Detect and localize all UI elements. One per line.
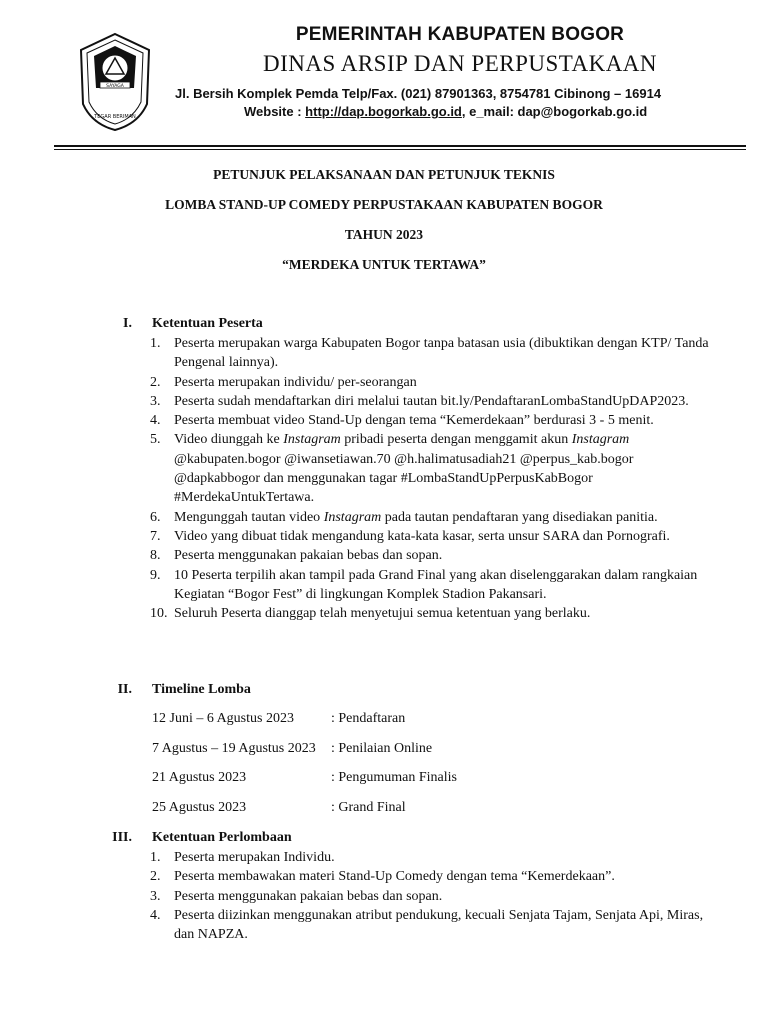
doc-title-1: PETUNJUK PELAKSANAAN DAN PETUNJUK TEKNIS bbox=[213, 167, 555, 182]
logo-motto-text: TEGAR BERIMAN bbox=[94, 114, 136, 120]
bogor-regency-emblem bbox=[78, 32, 152, 132]
header-agency: DINAS ARSIP DAN PERPUSTAKAAN bbox=[262, 51, 658, 76]
logo-banner-text: SAYAGA bbox=[106, 84, 124, 89]
list-item: 7. Video yang dibuat tidak mengandung kata-kata kasar, serta unsur SARA dan Pornografi. bbox=[150, 528, 670, 544]
header-address: Jl. Bersih Komplek Pemda Telp/Fax. (021) 87901363, 8754781 Cibinong – 16914 bbox=[175, 86, 662, 101]
timeline-row: 21 Agustus 2023 : Pengumuman Finalis bbox=[152, 770, 457, 785]
timeline-row: 12 Juni – 6 Agustus 2023 : Pendaftaran bbox=[152, 711, 406, 726]
list-item: 8. Peserta menggunakan pakaian bebas dan sopan. bbox=[150, 548, 443, 564]
letterhead-rule-thick bbox=[54, 145, 746, 147]
section-3-title: Ketentuan Perlombaan bbox=[152, 830, 292, 845]
header-government: PEMERINTAH KABUPATEN BOGOR bbox=[295, 24, 625, 45]
section-1-list bbox=[150, 334, 710, 623]
section-3-number: III. bbox=[112, 830, 132, 845]
list-item: 3. Peserta menggunakan pakaian bebas dan sopan. bbox=[150, 888, 443, 904]
email-text: , e_mail: dap@bogorkab.go.id bbox=[461, 104, 648, 119]
header-website-line bbox=[244, 104, 647, 119]
list-item: 6. Mengunggah tautan video Instagram pada tautan pendaftaran yang disediakan panitia. bbox=[150, 509, 658, 525]
list-item: 2. Peserta merupakan individu/ per-seorangan bbox=[150, 374, 417, 390]
list-item: 9. 10 Peserta terpilih akan tampil pada Grand Final yang akan diselenggarakan dalam rangkaian Kegiatan “Bogor Fest” di lingkungan Komplek Stadion Pakansari. bbox=[150, 567, 698, 602]
section-2-title: Timeline Lomba bbox=[152, 682, 251, 697]
list-item: 2. Peserta membawakan materi Stand-Up Comedy dengan tema “Kemerdekaan”. bbox=[150, 869, 615, 885]
list-item: 10. Seluruh Peserta dianggap telah menyetujui semua ketentuan yang berlaku. bbox=[150, 606, 591, 622]
list-item: 5. Video diunggah ke Instagram pribadi peserta dengan menggamit akun Instagram @kabupaten.bogor @iwansetiawan.70 @h.halimatusadiah21 @perpus_kab.bogor @dapkabbogor dan menggunakan tagar #LombaStandUpPerpusKabBogor #MerdekaUntukTertawa. bbox=[150, 432, 634, 506]
section-2-number: II. bbox=[117, 682, 132, 697]
doc-title-4: “MERDEKA UNTUK TERTAWA” bbox=[282, 257, 486, 272]
website-link[interactable]: http://dap.bogorkab.go.id bbox=[305, 104, 462, 119]
section-1-number: I. bbox=[123, 316, 132, 331]
letterhead-rule-thin bbox=[54, 149, 746, 150]
timeline-row: 25 Agustus 2023 : Grand Final bbox=[152, 800, 406, 815]
list-item: 1. Peserta merupakan warga Kabupaten Bogor tanpa batasan usia (dibuktikan dengan KTP/ Tanda Pengenal lainnya). bbox=[150, 336, 709, 371]
doc-title-3: TAHUN 2023 bbox=[344, 227, 424, 242]
website-label: Website : bbox=[244, 104, 306, 119]
section-3-list bbox=[150, 848, 710, 944]
list-item: 3. Peserta sudah mendaftarkan diri melalui tautan bit.ly/PendaftaranLombaStandUpDAP2023. bbox=[150, 393, 689, 409]
list-item: 4. Peserta membuat video Stand-Up dengan tema “Kemerdekaan” berdurasi 3 - 5 menit. bbox=[150, 413, 654, 429]
timeline-row: 7 Agustus – 19 Agustus 2023 : Penilaian Online bbox=[152, 741, 433, 756]
section-1-title: Ketentuan Peserta bbox=[152, 316, 263, 331]
doc-title-2: LOMBA STAND-UP COMEDY PERPUSTAKAAN KABUPATEN BOGOR bbox=[165, 197, 603, 212]
list-item: 1. Peserta merupakan Individu. bbox=[150, 850, 335, 865]
list-item: 4. Peserta diizinkan menggunakan atribut pendukung, kecuali Senjata Tajam, Senjata Api, Miras, dan NAPZA. bbox=[150, 907, 704, 943]
